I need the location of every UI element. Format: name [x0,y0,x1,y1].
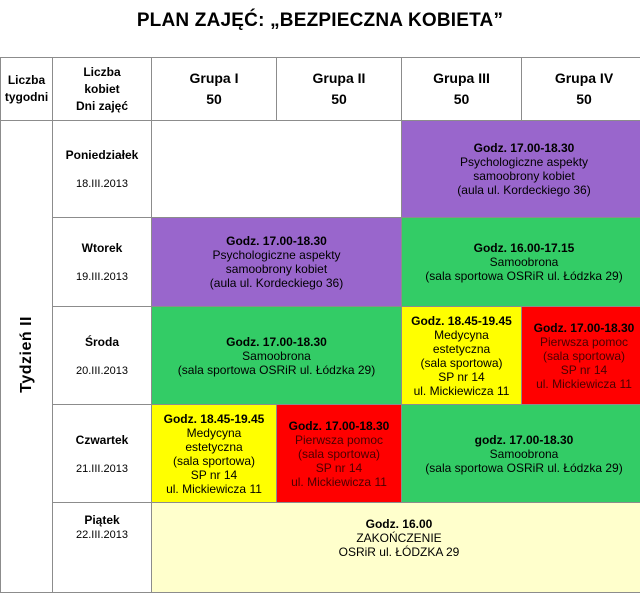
day-date: 19.III.2013 [53,271,151,283]
session-line: SP nr 14 [402,370,521,384]
session-line: ZAKOŃCZENIE [152,531,640,545]
session-line: Samoobrona [402,255,640,269]
session-line: (sala sportowa) [152,454,276,468]
day-date: 21.III.2013 [53,463,151,475]
day-row-wednesday [1,307,640,405]
weeks-count-header [1,58,53,121]
session-line: Samoobrona [402,447,640,461]
day-name: Środa [53,335,151,349]
session-line: Pierwsza pomoc [522,335,640,349]
group-name: Grupa I [152,68,276,89]
session-wed-group-4 [522,307,640,405]
group-header-1 [152,58,277,121]
header-line: kobiet [53,81,151,98]
group-name: Grupa IV [522,68,640,89]
day-row-friday [1,503,640,593]
session-line: Medycyna [402,328,521,342]
session-time: Godz. 17.00-18.30 [152,335,401,349]
session-line: ul. Mickiewicza 11 [152,482,276,496]
session-line: OSRiR ul. ŁÓDZKA 29 [152,545,640,559]
day-cell-wednesday [53,307,152,405]
women-days-header [53,58,152,121]
session-line: ul. Mickiewicza 11 [277,475,401,489]
session-time: godz. 17.00-18.30 [402,433,640,447]
day-cell-tuesday [53,218,152,307]
header-line: Liczba [53,64,151,81]
session-line: Samoobrona [152,349,401,363]
session-line: estetyczna [152,440,276,454]
day-cell-friday [53,503,152,593]
session-wed-groups-1-2 [152,307,402,405]
group-header-2 [277,58,402,121]
session-line: estetyczna [402,342,521,356]
day-date: 18.III.2013 [53,178,151,190]
session-time: Godz. 17.00-18.30 [522,321,640,335]
session-tue-groups-1-2 [152,218,402,307]
header-line: Dni zajęć [53,98,151,115]
session-time: Godz. 18.45-19.45 [152,412,276,426]
session-line: (sala sportowa) [522,349,640,363]
session-thu-groups-3-4 [402,405,640,503]
group-header-3 [402,58,522,121]
session-line: SP nr 14 [277,461,401,475]
schedule-table [0,57,640,593]
session-line: Psychologiczne aspekty [402,155,640,169]
session-line: SP nr 14 [152,468,276,482]
session-line: (sala sportowa) [402,356,521,370]
session-thu-group-1 [152,405,277,503]
session-thu-group-2 [277,405,402,503]
session-line: SP nr 14 [522,363,640,377]
empty-slot [152,121,402,218]
session-line: ul. Mickiewicza 11 [402,384,521,398]
session-line: Psychologiczne aspekty [152,248,401,262]
group-count: 50 [402,89,521,110]
day-date: 20.III.2013 [53,365,151,377]
day-row-tuesday [1,218,640,307]
day-row-monday [1,121,640,218]
header-row [1,58,640,121]
session-time: Godz. 18.45-19.45 [402,314,521,328]
day-date: 22.III.2013 [53,529,151,541]
day-cell-monday [53,121,152,218]
session-line: (aula ul. Kordeckiego 36) [402,183,640,197]
session-mon-groups-3-4 [402,121,640,218]
session-wed-group-3 [402,307,522,405]
session-time: Godz. 17.00-18.30 [152,234,401,248]
session-line: (sala sportowa OSRiR ul. Łódzka 29) [152,363,401,377]
group-header-4 [522,58,640,121]
session-line: samoobrony kobiet [402,169,640,183]
header-line: Liczba [1,72,52,89]
header-line: tygodni [1,89,52,106]
group-count: 50 [152,89,276,110]
group-count: 50 [522,89,640,110]
day-cell-thursday [53,405,152,503]
page-title: PLAN ZAJĘĆ: „BEZPIECZNA KOBIETA” [0,10,640,32]
day-name: Czwartek [53,433,151,447]
session-time: Godz. 17.00-18.30 [402,141,640,155]
session-tue-groups-3-4 [402,218,640,307]
week-label-cell [1,121,53,593]
day-name: Wtorek [53,241,151,255]
session-line: samoobrony kobiet [152,262,401,276]
session-line: Pierwsza pomoc [277,433,401,447]
day-row-thursday [1,405,640,503]
session-line: (sala sportowa OSRiR ul. Łódzka 29) [402,269,640,283]
group-name: Grupa III [402,68,521,89]
day-name: Piątek [53,513,151,527]
session-time: Godz. 16.00 [152,517,640,531]
session-line: (aula ul. Kordeckiego 36) [152,276,401,290]
session-line: ul. Mickiewicza 11 [522,377,640,391]
session-line: (sala sportowa) [277,447,401,461]
week-label: Tydzień II [18,316,36,393]
session-time: Godz. 16.00-17.15 [402,241,640,255]
group-name: Grupa II [277,68,401,89]
day-name: Poniedziałek [53,148,151,162]
group-count: 50 [277,89,401,110]
session-time: Godz. 17.00-18.30 [277,419,401,433]
session-line: Medycyna [152,426,276,440]
session-fri-all-groups [152,503,640,593]
session-line: (sala sportowa OSRiR ul. Łódzka 29) [402,461,640,475]
